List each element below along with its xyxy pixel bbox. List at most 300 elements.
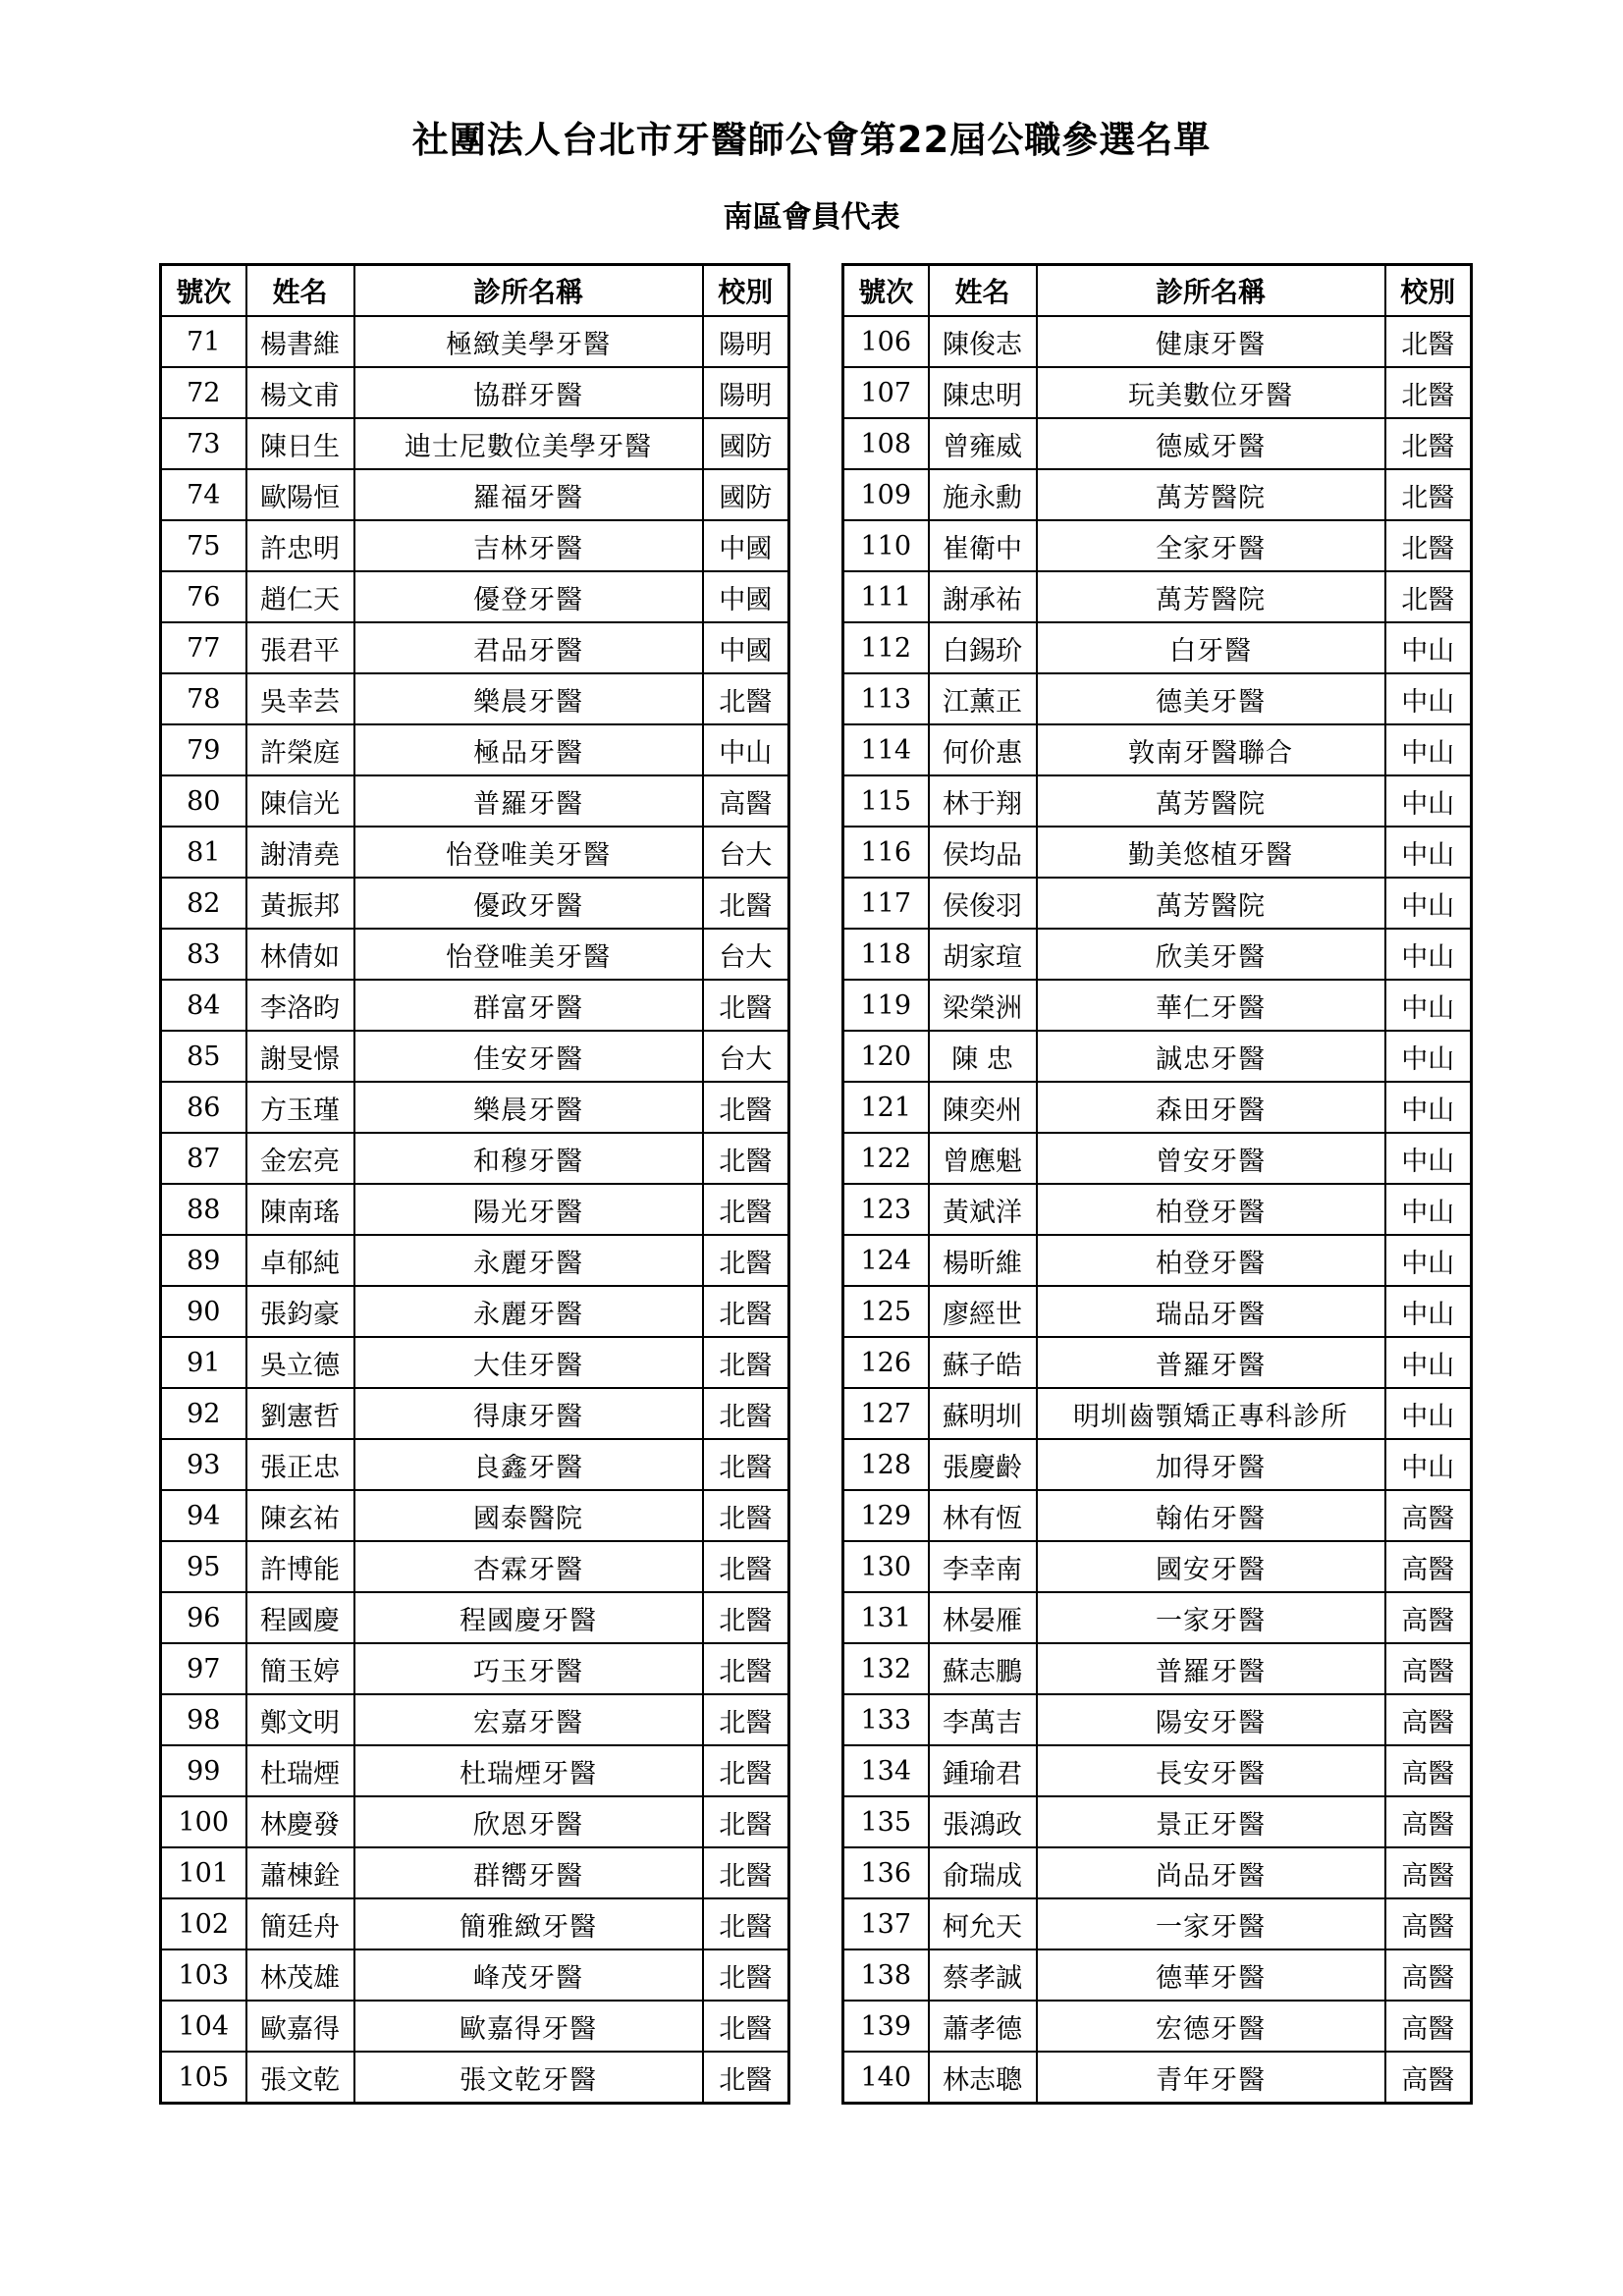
row-school: 中山 bbox=[1385, 673, 1472, 724]
row-number: 95 bbox=[161, 1541, 246, 1592]
row-number: 83 bbox=[161, 929, 246, 980]
table-header-row bbox=[161, 265, 789, 317]
row-school: 中山 bbox=[1385, 622, 1472, 673]
row-school: 高醫 bbox=[1385, 2052, 1472, 2104]
row-number: 104 bbox=[161, 2001, 246, 2052]
row-school: 北醫 bbox=[1385, 469, 1472, 520]
table-row bbox=[161, 1388, 789, 1439]
column-header-school: 校別 bbox=[703, 265, 789, 317]
page-subtitle: 南區會員代表 bbox=[723, 200, 900, 235]
column-header-school: 校別 bbox=[1385, 265, 1472, 317]
row-number: 115 bbox=[843, 775, 929, 827]
row-number: 76 bbox=[161, 571, 246, 622]
column-header-clinic: 診所名稱 bbox=[1037, 265, 1385, 317]
table-row bbox=[161, 1541, 789, 1592]
row-school: 北醫 bbox=[703, 878, 789, 929]
row-school: 北醫 bbox=[703, 1643, 789, 1694]
table-row bbox=[843, 980, 1472, 1031]
row-number: 81 bbox=[161, 827, 246, 878]
row-clinic: 怡登唯美牙醫 bbox=[354, 827, 703, 878]
row-school: 中山 bbox=[1385, 929, 1472, 980]
row-clinic: 玩美數位牙醫 bbox=[1037, 367, 1385, 418]
table-row bbox=[161, 469, 789, 520]
row-school: 高醫 bbox=[1385, 1745, 1472, 1796]
row-number: 125 bbox=[843, 1286, 929, 1337]
row-school: 中山 bbox=[1385, 1388, 1472, 1439]
row-name: 簡廷舟 bbox=[246, 1898, 354, 1949]
row-number: 116 bbox=[843, 827, 929, 878]
row-clinic: 尚品牙醫 bbox=[1037, 1847, 1385, 1898]
row-school: 中山 bbox=[1385, 1286, 1472, 1337]
table-row bbox=[161, 2001, 789, 2052]
table-row bbox=[843, 571, 1472, 622]
row-name: 張正忠 bbox=[246, 1439, 354, 1490]
row-number: 123 bbox=[843, 1184, 929, 1235]
row-name: 陳日生 bbox=[246, 418, 354, 469]
row-school: 高醫 bbox=[1385, 1490, 1472, 1541]
row-name: 黃振邦 bbox=[246, 878, 354, 929]
row-number: 114 bbox=[843, 724, 929, 775]
row-school: 北醫 bbox=[703, 1694, 789, 1745]
row-clinic: 德美牙醫 bbox=[1037, 673, 1385, 724]
row-clinic: 誠忠牙醫 bbox=[1037, 1031, 1385, 1082]
row-school: 北醫 bbox=[703, 2001, 789, 2052]
row-name: 金宏亮 bbox=[246, 1133, 354, 1184]
row-name: 林晏雁 bbox=[929, 1592, 1037, 1643]
row-school: 中山 bbox=[1385, 1184, 1472, 1235]
column-header-number: 號次 bbox=[843, 265, 929, 317]
row-school: 北醫 bbox=[703, 1184, 789, 1235]
table-row bbox=[161, 1847, 789, 1898]
row-name: 吳立德 bbox=[246, 1337, 354, 1388]
row-clinic: 迪士尼數位美學牙醫 bbox=[354, 418, 703, 469]
row-number: 112 bbox=[843, 622, 929, 673]
table-row bbox=[161, 1082, 789, 1133]
row-number: 84 bbox=[161, 980, 246, 1031]
row-name: 林有恆 bbox=[929, 1490, 1037, 1541]
row-name: 謝承祐 bbox=[929, 571, 1037, 622]
row-name: 方玉瑾 bbox=[246, 1082, 354, 1133]
row-clinic: 青年牙醫 bbox=[1037, 2052, 1385, 2104]
table-row bbox=[161, 622, 789, 673]
row-clinic: 萬芳醫院 bbox=[1037, 469, 1385, 520]
row-school: 北醫 bbox=[703, 1541, 789, 1592]
row-clinic: 簡雅緻牙醫 bbox=[354, 1898, 703, 1949]
row-clinic: 森田牙醫 bbox=[1037, 1082, 1385, 1133]
row-name: 俞瑞成 bbox=[929, 1847, 1037, 1898]
row-school: 中山 bbox=[1385, 724, 1472, 775]
table-row bbox=[843, 827, 1472, 878]
row-name: 陳信光 bbox=[246, 775, 354, 827]
row-school: 高醫 bbox=[1385, 1541, 1472, 1592]
table-row bbox=[843, 1235, 1472, 1286]
row-clinic: 萬芳醫院 bbox=[1037, 878, 1385, 929]
roster-body-left bbox=[161, 316, 789, 2104]
row-name: 陳南瑤 bbox=[246, 1184, 354, 1235]
row-number: 107 bbox=[843, 367, 929, 418]
table-row bbox=[161, 316, 789, 367]
row-number: 75 bbox=[161, 520, 246, 571]
column-header-name: 姓名 bbox=[929, 265, 1037, 317]
table-row bbox=[161, 775, 789, 827]
row-number: 85 bbox=[161, 1031, 246, 1082]
row-name: 吳幸芸 bbox=[246, 673, 354, 724]
row-clinic: 欣恩牙醫 bbox=[354, 1796, 703, 1847]
row-school: 中山 bbox=[1385, 878, 1472, 929]
row-clinic: 張文乾牙醫 bbox=[354, 2052, 703, 2104]
row-clinic: 怡登唯美牙醫 bbox=[354, 929, 703, 980]
row-clinic: 樂晨牙醫 bbox=[354, 1082, 703, 1133]
row-name: 楊昕維 bbox=[929, 1235, 1037, 1286]
row-clinic: 明圳齒顎矯正專科診所 bbox=[1037, 1388, 1385, 1439]
table-row bbox=[161, 1490, 789, 1541]
row-school: 台大 bbox=[703, 929, 789, 980]
row-number: 129 bbox=[843, 1490, 929, 1541]
row-school: 高醫 bbox=[1385, 1643, 1472, 1694]
row-school: 國防 bbox=[703, 418, 789, 469]
page-title: 社團法人台北市牙醫師公會第22屆公職參選名單 bbox=[411, 119, 1212, 161]
row-name: 謝清堯 bbox=[246, 827, 354, 878]
row-clinic: 一家牙醫 bbox=[1037, 1898, 1385, 1949]
row-number: 92 bbox=[161, 1388, 246, 1439]
row-number: 72 bbox=[161, 367, 246, 418]
row-school: 北醫 bbox=[703, 1796, 789, 1847]
row-school: 北醫 bbox=[703, 1337, 789, 1388]
row-school: 北醫 bbox=[703, 1490, 789, 1541]
row-name: 楊書維 bbox=[246, 316, 354, 367]
row-name: 李萬吉 bbox=[929, 1694, 1037, 1745]
table-row bbox=[843, 929, 1472, 980]
row-school: 北醫 bbox=[703, 2052, 789, 2104]
row-school: 北醫 bbox=[703, 1949, 789, 2001]
row-clinic: 和穆牙醫 bbox=[354, 1133, 703, 1184]
row-number: 132 bbox=[843, 1643, 929, 1694]
row-clinic: 陽光牙醫 bbox=[354, 1184, 703, 1235]
row-clinic: 大佳牙醫 bbox=[354, 1337, 703, 1388]
roster-body-right bbox=[843, 316, 1472, 2104]
row-name: 歐嘉得 bbox=[246, 2001, 354, 2052]
row-clinic: 群嚮牙醫 bbox=[354, 1847, 703, 1898]
row-school: 北醫 bbox=[703, 980, 789, 1031]
row-clinic: 健康牙醫 bbox=[1037, 316, 1385, 367]
row-clinic: 加得牙醫 bbox=[1037, 1439, 1385, 1490]
row-number: 105 bbox=[161, 2052, 246, 2104]
row-name: 曾雍威 bbox=[929, 418, 1037, 469]
table-row bbox=[843, 1745, 1472, 1796]
column-header-clinic: 診所名稱 bbox=[354, 265, 703, 317]
table-row bbox=[843, 1694, 1472, 1745]
row-name: 蘇子皓 bbox=[929, 1337, 1037, 1388]
row-clinic: 杜瑞煙牙醫 bbox=[354, 1745, 703, 1796]
row-name: 梁榮洲 bbox=[929, 980, 1037, 1031]
table-row bbox=[161, 827, 789, 878]
row-clinic: 景正牙醫 bbox=[1037, 1796, 1385, 1847]
row-name: 許博能 bbox=[246, 1541, 354, 1592]
row-number: 126 bbox=[843, 1337, 929, 1388]
table-row bbox=[843, 316, 1472, 367]
row-school: 高醫 bbox=[1385, 2001, 1472, 2052]
row-name: 張慶齡 bbox=[929, 1439, 1037, 1490]
row-number: 118 bbox=[843, 929, 929, 980]
row-number: 103 bbox=[161, 1949, 246, 2001]
row-clinic: 普羅牙醫 bbox=[1037, 1337, 1385, 1388]
table-row bbox=[843, 2052, 1472, 2104]
table-row bbox=[843, 1133, 1472, 1184]
row-name: 簡玉婷 bbox=[246, 1643, 354, 1694]
row-school: 中國 bbox=[703, 520, 789, 571]
row-number: 82 bbox=[161, 878, 246, 929]
row-number: 87 bbox=[161, 1133, 246, 1184]
table-row bbox=[843, 1592, 1472, 1643]
row-name: 張鈞豪 bbox=[246, 1286, 354, 1337]
table-row bbox=[843, 1796, 1472, 1847]
row-clinic: 歐嘉得牙醫 bbox=[354, 2001, 703, 2052]
row-number: 108 bbox=[843, 418, 929, 469]
table-row bbox=[843, 1184, 1472, 1235]
row-school: 北醫 bbox=[703, 1439, 789, 1490]
table-row bbox=[843, 418, 1472, 469]
row-number: 140 bbox=[843, 2052, 929, 2104]
row-school: 中山 bbox=[1385, 1031, 1472, 1082]
table-row bbox=[161, 1184, 789, 1235]
row-clinic: 極緻美學牙醫 bbox=[354, 316, 703, 367]
row-school: 中山 bbox=[1385, 1235, 1472, 1286]
row-school: 中山 bbox=[1385, 1439, 1472, 1490]
row-school: 台大 bbox=[703, 1031, 789, 1082]
row-number: 131 bbox=[843, 1592, 929, 1643]
row-school: 中山 bbox=[1385, 980, 1472, 1031]
row-number: 93 bbox=[161, 1439, 246, 1490]
row-name: 許榮庭 bbox=[246, 724, 354, 775]
row-clinic: 宏德牙醫 bbox=[1037, 2001, 1385, 2052]
row-name: 白錫玠 bbox=[929, 622, 1037, 673]
table-row bbox=[843, 1541, 1472, 1592]
row-name: 李洛昀 bbox=[246, 980, 354, 1031]
row-school: 北醫 bbox=[703, 1082, 789, 1133]
row-number: 110 bbox=[843, 520, 929, 571]
table-row bbox=[843, 1337, 1472, 1388]
table-row bbox=[161, 2052, 789, 2104]
row-name: 廖經世 bbox=[929, 1286, 1037, 1337]
row-name: 張鴻政 bbox=[929, 1796, 1037, 1847]
table-row bbox=[161, 1592, 789, 1643]
row-clinic: 良鑫牙醫 bbox=[354, 1439, 703, 1490]
table-row bbox=[161, 571, 789, 622]
table-row bbox=[843, 1643, 1472, 1694]
row-school: 北醫 bbox=[703, 1388, 789, 1439]
table-row bbox=[843, 724, 1472, 775]
row-number: 127 bbox=[843, 1388, 929, 1439]
table-row bbox=[843, 673, 1472, 724]
column-header-name: 姓名 bbox=[246, 265, 354, 317]
row-name: 張文乾 bbox=[246, 2052, 354, 2104]
row-clinic: 吉林牙醫 bbox=[354, 520, 703, 571]
row-name: 何价惠 bbox=[929, 724, 1037, 775]
table-row bbox=[161, 1796, 789, 1847]
row-number: 128 bbox=[843, 1439, 929, 1490]
table-row bbox=[161, 418, 789, 469]
row-clinic: 永麗牙醫 bbox=[354, 1286, 703, 1337]
row-clinic: 欣美牙醫 bbox=[1037, 929, 1385, 980]
row-clinic: 君品牙醫 bbox=[354, 622, 703, 673]
row-school: 中山 bbox=[1385, 1133, 1472, 1184]
row-clinic: 華仁牙醫 bbox=[1037, 980, 1385, 1031]
table-row bbox=[161, 1133, 789, 1184]
row-number: 109 bbox=[843, 469, 929, 520]
table-row bbox=[161, 1949, 789, 2001]
row-name: 鄭文明 bbox=[246, 1694, 354, 1745]
row-school: 中國 bbox=[703, 571, 789, 622]
row-number: 124 bbox=[843, 1235, 929, 1286]
table-row bbox=[843, 2001, 1472, 2052]
table-row bbox=[843, 1439, 1472, 1490]
row-school: 北醫 bbox=[703, 1847, 789, 1898]
row-clinic: 敦南牙醫聯合 bbox=[1037, 724, 1385, 775]
row-school: 北醫 bbox=[703, 1133, 789, 1184]
row-school: 中山 bbox=[1385, 775, 1472, 827]
row-school: 中山 bbox=[1385, 827, 1472, 878]
row-clinic: 勤美悠植牙醫 bbox=[1037, 827, 1385, 878]
row-number: 102 bbox=[161, 1898, 246, 1949]
row-school: 中山 bbox=[703, 724, 789, 775]
row-clinic: 瑞品牙醫 bbox=[1037, 1286, 1385, 1337]
row-number: 120 bbox=[843, 1031, 929, 1082]
row-number: 122 bbox=[843, 1133, 929, 1184]
row-name: 蘇志鵬 bbox=[929, 1643, 1037, 1694]
row-clinic: 樂晨牙醫 bbox=[354, 673, 703, 724]
table-row bbox=[161, 1286, 789, 1337]
row-number: 106 bbox=[843, 316, 929, 367]
row-name: 陳玄祐 bbox=[246, 1490, 354, 1541]
row-number: 113 bbox=[843, 673, 929, 724]
row-clinic: 普羅牙醫 bbox=[354, 775, 703, 827]
table-row bbox=[843, 520, 1472, 571]
row-school: 台大 bbox=[703, 827, 789, 878]
table-row bbox=[161, 878, 789, 929]
row-name: 許忠明 bbox=[246, 520, 354, 571]
row-number: 139 bbox=[843, 2001, 929, 2052]
row-name: 李幸南 bbox=[929, 1541, 1037, 1592]
row-school: 中山 bbox=[1385, 1337, 1472, 1388]
row-number: 138 bbox=[843, 1949, 929, 2001]
table-row bbox=[161, 1235, 789, 1286]
row-school: 北醫 bbox=[703, 1745, 789, 1796]
table-row bbox=[161, 1694, 789, 1745]
row-name: 鍾瑜君 bbox=[929, 1745, 1037, 1796]
table-row bbox=[161, 1439, 789, 1490]
row-number: 97 bbox=[161, 1643, 246, 1694]
table-header-row bbox=[843, 265, 1472, 317]
row-number: 121 bbox=[843, 1082, 929, 1133]
row-clinic: 優政牙醫 bbox=[354, 878, 703, 929]
row-name: 柯允天 bbox=[929, 1898, 1037, 1949]
row-name: 蕭孝德 bbox=[929, 2001, 1037, 2052]
row-school: 高醫 bbox=[703, 775, 789, 827]
row-clinic: 普羅牙醫 bbox=[1037, 1643, 1385, 1694]
row-name: 歐陽恒 bbox=[246, 469, 354, 520]
row-number: 90 bbox=[161, 1286, 246, 1337]
row-clinic: 柏登牙醫 bbox=[1037, 1184, 1385, 1235]
row-name: 蕭棟銓 bbox=[246, 1847, 354, 1898]
row-clinic: 翰佑牙醫 bbox=[1037, 1490, 1385, 1541]
row-school: 中國 bbox=[703, 622, 789, 673]
table-row bbox=[843, 1949, 1472, 2001]
row-school: 北醫 bbox=[703, 1898, 789, 1949]
row-number: 130 bbox=[843, 1541, 929, 1592]
row-name: 胡家瑄 bbox=[929, 929, 1037, 980]
table-row bbox=[161, 367, 789, 418]
row-school: 高醫 bbox=[1385, 1898, 1472, 1949]
table-row bbox=[843, 1031, 1472, 1082]
row-name: 杜瑞煙 bbox=[246, 1745, 354, 1796]
row-clinic: 全家牙醫 bbox=[1037, 520, 1385, 571]
row-clinic: 群富牙醫 bbox=[354, 980, 703, 1031]
row-name: 崔衛中 bbox=[929, 520, 1037, 571]
row-clinic: 羅福牙醫 bbox=[354, 469, 703, 520]
table-row bbox=[843, 878, 1472, 929]
table-row bbox=[843, 469, 1472, 520]
row-clinic: 國安牙醫 bbox=[1037, 1541, 1385, 1592]
row-name: 江薰正 bbox=[929, 673, 1037, 724]
row-clinic: 柏登牙醫 bbox=[1037, 1235, 1385, 1286]
table-row bbox=[843, 1847, 1472, 1898]
row-clinic: 德威牙醫 bbox=[1037, 418, 1385, 469]
row-name: 曾應魁 bbox=[929, 1133, 1037, 1184]
row-number: 89 bbox=[161, 1235, 246, 1286]
row-name: 林志聰 bbox=[929, 2052, 1037, 2104]
row-number: 88 bbox=[161, 1184, 246, 1235]
table-row bbox=[161, 1898, 789, 1949]
row-school: 高醫 bbox=[1385, 1847, 1472, 1898]
table-row bbox=[161, 1337, 789, 1388]
row-clinic: 峰茂牙醫 bbox=[354, 1949, 703, 2001]
row-school: 陽明 bbox=[703, 316, 789, 367]
row-number: 119 bbox=[843, 980, 929, 1031]
row-school: 北醫 bbox=[703, 1235, 789, 1286]
row-name: 劉憲哲 bbox=[246, 1388, 354, 1439]
table-row bbox=[161, 980, 789, 1031]
row-number: 73 bbox=[161, 418, 246, 469]
row-number: 78 bbox=[161, 673, 246, 724]
row-clinic: 宏嘉牙醫 bbox=[354, 1694, 703, 1745]
row-school: 陽明 bbox=[703, 367, 789, 418]
row-name: 施永勳 bbox=[929, 469, 1037, 520]
row-school: 北醫 bbox=[1385, 316, 1472, 367]
row-name: 陳奕州 bbox=[929, 1082, 1037, 1133]
row-school: 國防 bbox=[703, 469, 789, 520]
row-name: 陳俊志 bbox=[929, 316, 1037, 367]
row-clinic: 白牙醫 bbox=[1037, 622, 1385, 673]
row-clinic: 一家牙醫 bbox=[1037, 1592, 1385, 1643]
row-number: 91 bbox=[161, 1337, 246, 1388]
row-school: 北醫 bbox=[1385, 367, 1472, 418]
table-row bbox=[843, 367, 1472, 418]
row-number: 79 bbox=[161, 724, 246, 775]
row-clinic: 德華牙醫 bbox=[1037, 1949, 1385, 2001]
row-name: 蘇明圳 bbox=[929, 1388, 1037, 1439]
row-number: 101 bbox=[161, 1847, 246, 1898]
roster-table-left bbox=[159, 263, 790, 2105]
row-number: 99 bbox=[161, 1745, 246, 1796]
row-name: 謝旻憬 bbox=[246, 1031, 354, 1082]
row-name: 卓郁純 bbox=[246, 1235, 354, 1286]
row-school: 北醫 bbox=[1385, 520, 1472, 571]
row-name: 侯均品 bbox=[929, 827, 1037, 878]
row-school: 高醫 bbox=[1385, 1949, 1472, 2001]
row-number: 96 bbox=[161, 1592, 246, 1643]
row-number: 135 bbox=[843, 1796, 929, 1847]
row-name: 林慶發 bbox=[246, 1796, 354, 1847]
